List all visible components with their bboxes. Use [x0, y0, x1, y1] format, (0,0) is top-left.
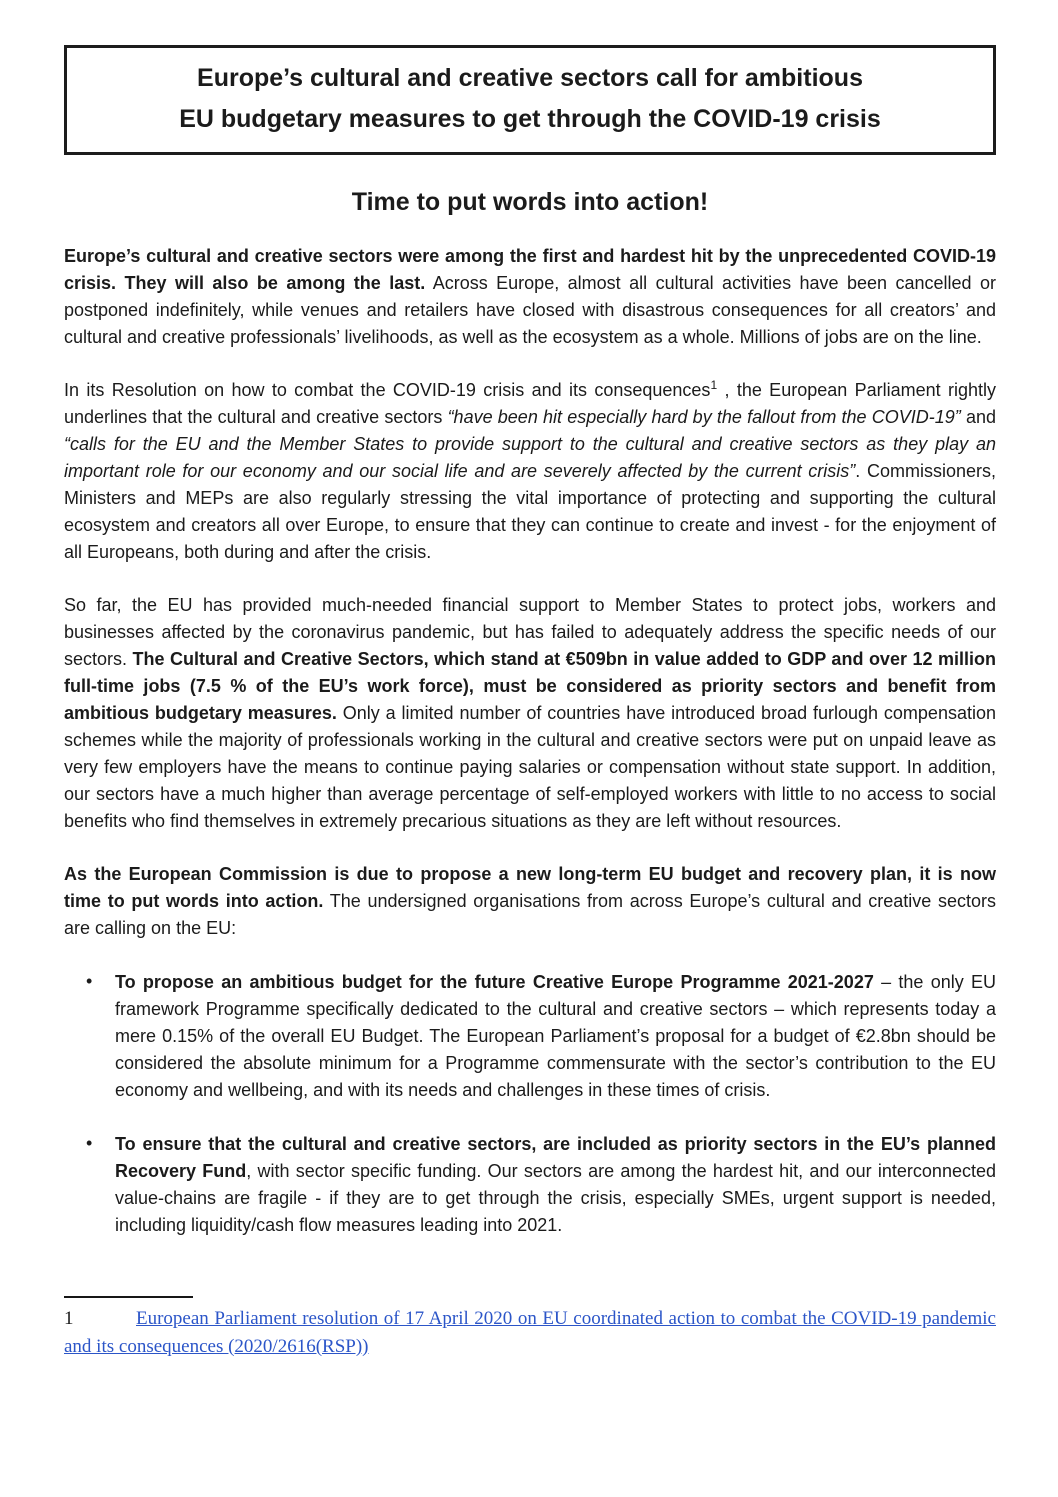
bullet-icon: • [86, 1133, 93, 1153]
title-box [64, 45, 996, 155]
footnote-marker: 1 [64, 1308, 74, 1329]
footnote-area [64, 1296, 996, 1361]
bullet-list [64, 969, 996, 1239]
text-run-bold: Europe’s cultural and creative sectors were among the first and hardest hit by the unprecedented COVID-19 crisis. They will also be among the last. [64, 246, 996, 293]
text-run-regular: In its Resolution on how to combat the COVID-19 crisis and its consequences [64, 380, 711, 400]
document-title-line-2: EU budgetary measures to get through the COVID-19 crisis [179, 105, 881, 133]
text-run-bold: To ensure that the cultural and creative sectors, are included as priority sectors in the EU’s planned Recovery Fund [115, 1134, 996, 1181]
text-run-regular: – the only EU framework Programme specifically dedicated to the cultural and creative sectors – which represents today a mere 0.15% of the overall EU Budget. The European Parliament’s proposal for a budget of €2.8bn should be considered the absolute minimum for a Programme commensurate with the sector’s contribution to the EU economy and wellbeing, and with its needs and challenges in these times of crisis. [115, 972, 997, 1100]
paragraph-intro [64, 243, 996, 351]
paragraph-call-to-action [64, 861, 996, 942]
bullet-icon: • [86, 971, 93, 991]
subtitle: Time to put words into action! [351, 188, 709, 216]
bullet-item-creative-europe [64, 969, 996, 1104]
bullet-item-recovery-fund [64, 1131, 996, 1239]
footnote [64, 1305, 996, 1361]
bullet-text [115, 972, 996, 1100]
bullet-text [115, 1134, 996, 1235]
text-run-italic: “calls for the EU and the Member States to provide support to the cultural and creative sectors as they play an important role for our economy and our social life and are severely affected by the current crisis” [64, 434, 996, 481]
text-run-bold: As the European Commission is due to propose a new long-term EU budget and recovery plan, it is now time to put words into action. [64, 864, 996, 911]
text-run-regular: Across Europe, almost all cultural activities have been cancelled or postponed indefinitely, while venues and retailers have closed with disastrous consequences for all creators’ and cultural and creative professionals’ livelihoods, as well as the ecosystem as a whole. Millions of jobs are on the line. [64, 273, 996, 347]
text-run-regular: and [960, 407, 996, 427]
document-title-line-1: Europe’s cultural and creative sectors call for ambitious [197, 64, 863, 92]
text-run-regular: . Commissioners, Ministers and MEPs are also regularly stressing the vital importance of protecting and supporting the cultural ecosystem and creators all over Europe, to ensure that they can continue to create and invest - for the enjoyment of all Europeans, both during and after the crisis. [64, 461, 997, 562]
text-run-italic: “have been hit especially hard by the fallout from the COVID-19” [447, 407, 961, 427]
text-run-regular: So far, the EU has provided much-needed financial support to Member States to protect jobs, workers and businesses affected by the coronavirus pandemic, but has failed to adequately address the specific needs of our sectors. [64, 595, 996, 669]
footnote-link[interactable]: European Parliament resolution of 17 April 2020 on EU coordinated action to combat the COVID-19 pandemic and its consequences (2020/2616(RSP)) [64, 1308, 996, 1357]
text-run-bold: To propose an ambitious budget for the future Creative Europe Programme 2021-2027 [115, 972, 874, 992]
text-run-regular: , the European Parliament rightly underlines that the cultural and creative sectors [64, 380, 996, 427]
text-run-superscript: 1 [710, 378, 718, 392]
paragraph-resolution [64, 377, 996, 566]
text-run-regular: Only a limited number of countries have introduced broad furlough compensation schemes while the majority of professionals working in the cultural and creative sectors were put on unpaid leave as very few employers have the means to continue paying salaries or compensation without state support. In addition, our sectors have a much higher than average percentage of self-employed workers with little to no access to social benefits who find themselves in extremely precarious situations as they are left without resources. [64, 703, 996, 831]
text-run-regular: The undersigned organisations from across Europe’s cultural and creative sectors are calling on the EU: [64, 891, 996, 938]
paragraph-eu-support [64, 592, 996, 835]
text-run-regular: , with sector specific funding. Our sectors are among the hardest hit, and our interconnected value-chains are fragile - if they are to get through the crisis, especially SMEs, urgent support is needed, including liquidity/cash flow measures leading into 2021. [115, 1161, 996, 1235]
footnote-separator [64, 1296, 193, 1298]
text-run-bold: The Cultural and Creative Sectors, which stand at €509bn in value added to GDP and over 12 million full-time jobs (7.5 % of the EU’s work force), must be considered as priority sectors and benefit from ambitious budgetary measures. [64, 649, 996, 723]
